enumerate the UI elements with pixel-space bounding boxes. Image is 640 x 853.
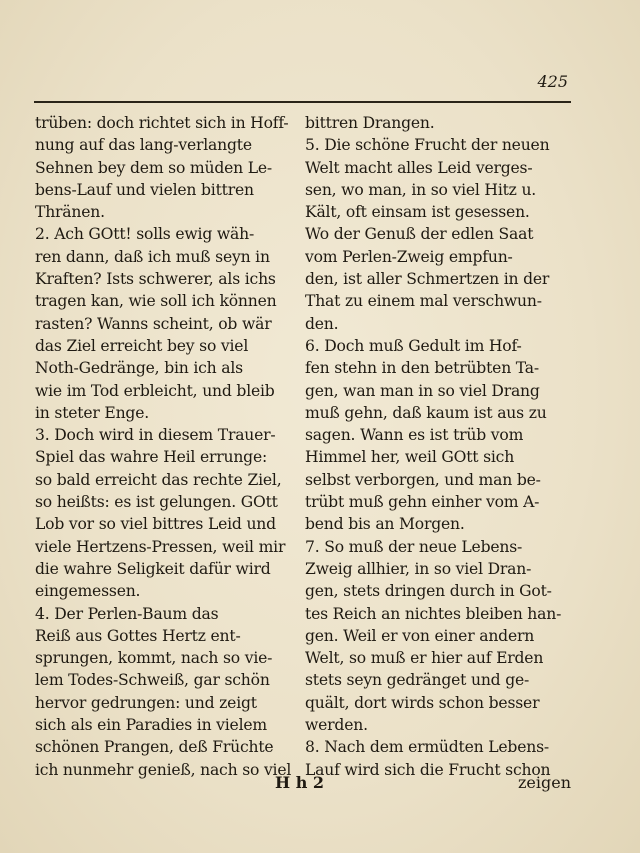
text-line: so bald erreicht das rechte Ziel, <box>35 470 282 489</box>
text-line: ren dann, daß ich muß seyn in <box>35 247 270 266</box>
text-line: Zweig allhier, in so viel Dran- <box>305 559 532 578</box>
text-line: stets seyn gedränget und ge- <box>305 671 530 690</box>
header-rule <box>34 101 571 103</box>
text-line: 2. Ach GOtt! solls ewig wäh- <box>35 225 255 244</box>
text-line: trüben: doch richtet sich in Hoff- <box>35 114 289 132</box>
page-footer <box>35 773 571 797</box>
text-line: selbst verborgen, und man be- <box>305 470 541 489</box>
text-line: gen, wan man in so viel Drang <box>305 381 540 400</box>
text-line: das Ziel erreicht bey so viel <box>35 336 249 355</box>
text-line: Noth-Gedränge, bin ich als <box>35 359 243 378</box>
text-line: Reiß aus Gottes Hertz ent- <box>35 626 241 645</box>
text-line: schönen Prangen, deß Früchte <box>35 738 274 757</box>
text-line: Himmel her, weil GOtt sich <box>305 448 515 467</box>
text-line: rasten? Wanns scheint, ob wär <box>35 314 272 333</box>
text-line: 8. Nach dem ermüdten Lebens- <box>305 738 549 757</box>
page-number: 425 <box>537 72 568 91</box>
text-line: Welt macht alles Leid verges- <box>305 158 533 177</box>
text-line: den. <box>305 314 339 333</box>
text-line: trübt muß gehn einher vom A- <box>305 493 540 512</box>
right-column <box>305 112 571 781</box>
text-line: 5. Die schöne Frucht der neuen <box>305 136 550 155</box>
text-line: hervor gedrungen: und zeigt <box>35 693 257 712</box>
text-line: nung auf das lang-verlangte <box>35 136 252 155</box>
text-line: sagen. Wann es ist trüb vom <box>305 426 524 445</box>
text-line: Thränen. <box>35 203 105 222</box>
text-line: quält, dort wirds schon besser <box>305 693 540 712</box>
text-line: bittren Drangen. <box>305 114 435 132</box>
text-line: lem Todes-Schweiß, gar schön <box>35 671 270 690</box>
text-line: ich nunmehr genieß, nach so viel <box>35 760 292 779</box>
text-line: 6. Doch muß Gedult im Hof- <box>305 336 522 355</box>
text-line: wie im Tod erbleicht, und bleib <box>35 381 275 400</box>
text-line: sich als ein Paradies in vielem <box>35 716 267 735</box>
text-line: Sehnen bey dem so müden Le- <box>35 158 272 177</box>
text-line: Lauf wird sich die Frucht schon <box>305 760 551 779</box>
catchword: zeigen <box>517 773 571 792</box>
text-line: muß gehn, daß kaum ist aus zu <box>305 403 547 422</box>
text-line: tragen kan, wie soll ich können <box>35 292 277 311</box>
text-line: in steter Enge. <box>35 403 149 422</box>
text-line: den, ist aller Schmertzen in der <box>305 270 550 289</box>
text-line: sen, wo man, in so viel Hitz u. <box>305 180 537 199</box>
text-line: Welt, so muß er hier auf Erden <box>305 649 544 668</box>
text-line: 7. So muß der neue Lebens- <box>305 537 523 556</box>
text-line: 4. Der Perlen-Baum das <box>35 604 219 623</box>
text-line: die wahre Seligkeit dafür wird <box>35 559 271 578</box>
text-line: gen, stets dringen durch in Got- <box>305 582 552 601</box>
text-line: werden. <box>305 716 368 735</box>
text-line: Spiel das wahre Heil errunge: <box>35 448 268 467</box>
text-line: viele Hertzens-Pressen, weil mir <box>35 537 286 556</box>
text-line: bens-Lauf und vielen bittren <box>35 180 254 199</box>
text-line: Kraften? Ists schwerer, als ichs <box>35 270 276 289</box>
text-line: tes Reich an nichtes bleiben han- <box>305 604 562 623</box>
text-line: eingemessen. <box>35 582 141 601</box>
signature-mark: H h 2 <box>275 773 325 792</box>
text-line: gen. Weil er von einer andern <box>305 626 535 645</box>
text-line: so heißts: es ist gelungen. GOtt <box>35 493 278 512</box>
text-line: Lob vor so viel bittres Leid und <box>35 515 276 534</box>
text-line: bend bis an Morgen. <box>305 515 465 534</box>
text-line: Kält, oft einsam ist gesessen. <box>305 203 530 222</box>
text-line: fen stehn in den betrübten Ta- <box>305 359 539 378</box>
left-column <box>35 112 297 781</box>
text-line: vom Perlen-Zweig empfun- <box>305 247 513 266</box>
text-line: That zu einem mal verschwun- <box>305 292 542 311</box>
text-line: sprungen, kommt, nach so vie- <box>35 649 273 668</box>
text-line: Wo der Genuß der edlen Saat <box>305 225 534 244</box>
text-line: 3. Doch wird in diesem Trauer- <box>35 426 276 445</box>
